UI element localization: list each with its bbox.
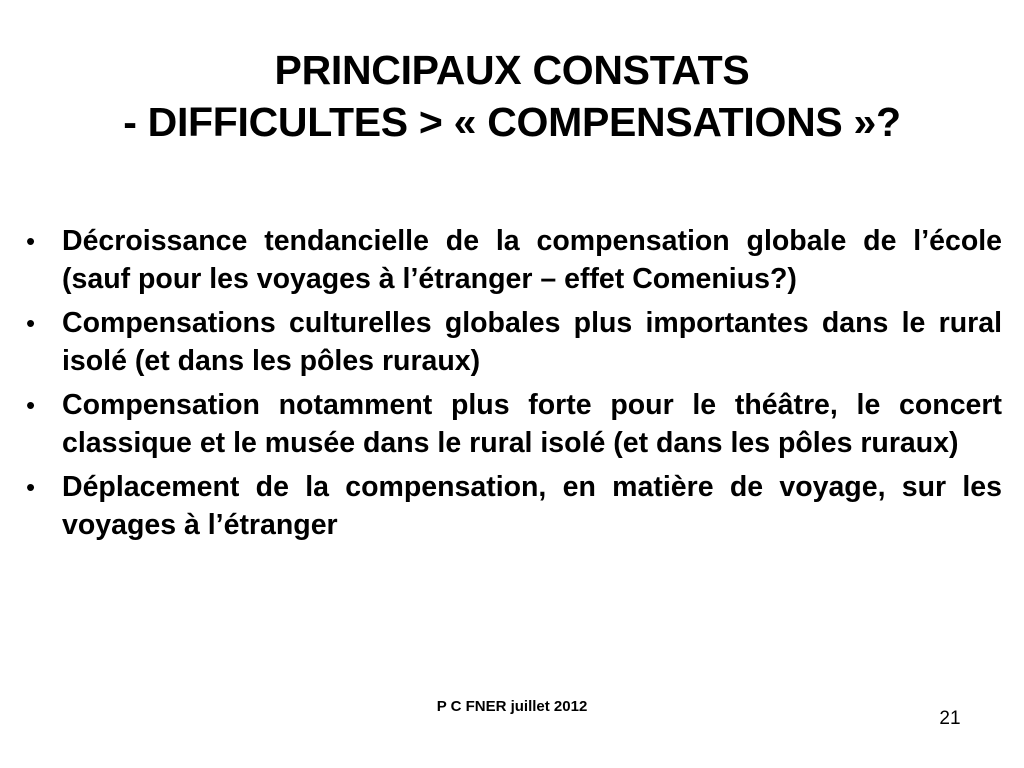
slide-title <box>0 44 1024 148</box>
bullet-item <box>24 386 1002 462</box>
bullet-icon: • <box>26 390 36 420</box>
bullet-item <box>24 468 1002 544</box>
bullet-text: Déplacement de la compensation, en matière de voyage, sur les voyages à l’étranger <box>62 471 1002 541</box>
footer-text: P C FNER juillet 2012 <box>436 698 588 715</box>
bullet-text: Décroissance tendancielle de la compensation globale de l’école (sauf pour les voyages à l’étranger – effet Comenius?) <box>62 225 1002 295</box>
bullet-text: Compensations culturelles globales plus importantes dans le rural isolé (et dans les pôles ruraux) <box>62 307 1002 377</box>
bullet-text: Compensation notamment plus forte pour le théâtre, le concert classique et le musée dans le rural isolé (et dans les pôles ruraux) <box>62 389 1002 459</box>
bullet-icon: • <box>26 226 36 256</box>
bullet-icon: • <box>26 308 36 338</box>
bullet-item <box>24 304 1002 380</box>
bullet-list <box>24 222 1002 550</box>
bullet-item <box>24 222 1002 298</box>
page-number: 21 <box>939 708 961 729</box>
title-line-2: - DIFFICULTES > « COMPENSATIONS »? <box>123 99 901 145</box>
title-line-1: PRINCIPAUX CONSTATS <box>274 47 750 93</box>
bullet-icon: • <box>26 472 36 502</box>
